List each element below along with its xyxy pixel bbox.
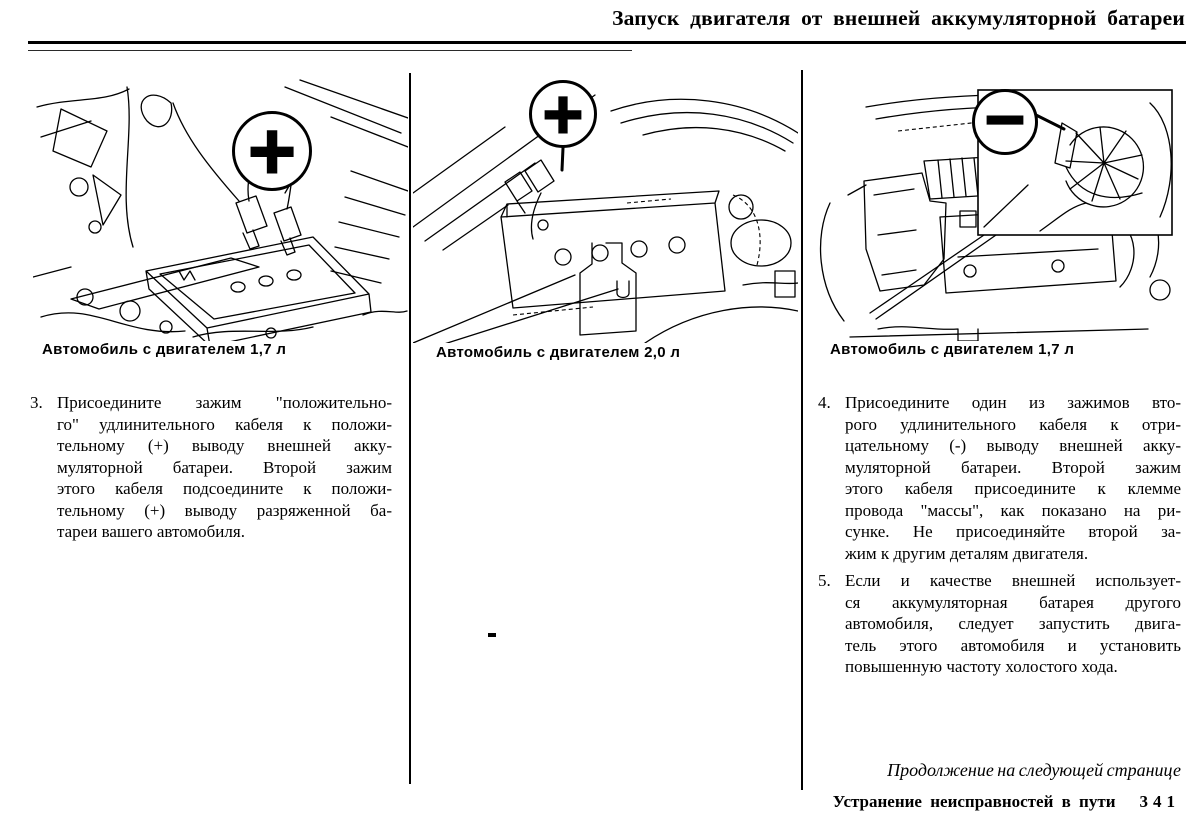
instruction-line: повышенную частоту холостого хода.: [845, 657, 1118, 676]
instruction-text: [845, 392, 1181, 564]
engine-illustration-1: [33, 75, 408, 341]
instruction-line: этого кабеля присоедините к клемме: [845, 479, 1181, 498]
instruction-item-3: [30, 392, 392, 543]
instruction-line: го" удлинительного кабеля к положи-: [57, 414, 392, 434]
instruction-line: тельному (+) выводу разряженной ба-: [57, 500, 392, 520]
continuation-note: Продолжение на следующей странице: [887, 760, 1181, 780]
instruction-line: рого удлинительного кабеля к отри-: [845, 414, 1181, 434]
instruction-line: провода "массы", как показано на ри-: [845, 500, 1181, 520]
figure-caption-1: Автомобиль с двигателем 1,7 л: [42, 341, 287, 358]
plus-icon: +: [529, 80, 597, 148]
instruction-text: [57, 392, 392, 543]
column-divider-left: [409, 73, 411, 784]
figure-caption-3: Автомобиль с двигателем 1,7 л: [830, 341, 1075, 358]
instruction-line: муляторной батареи. Второй зажим: [57, 457, 392, 477]
engine-illustration-3: [808, 85, 1192, 341]
instruction-line: цательному (-) выводу внешней акку-: [845, 436, 1181, 455]
instruction-line: Если и качестве внешней использует-: [845, 571, 1181, 590]
instruction-number: 5.: [818, 571, 831, 590]
column-divider-right: [801, 70, 803, 790]
instruction-item-4: [818, 392, 1181, 564]
engine-bay-drawing-2: [413, 75, 798, 343]
instruction-item-5: [818, 570, 1181, 678]
engine-illustration-2: [413, 75, 798, 343]
page-title: Запуск двигателя от внешней аккумуляторной батареи: [612, 6, 1185, 30]
header-rule-thin: [28, 50, 632, 51]
scan-artifact: [488, 633, 496, 637]
instruction-line: тельному (+) выводу внешней акку-: [57, 436, 392, 455]
footer-section-title: Устранение неисправностей в пути: [832, 792, 1116, 811]
instruction-line: сунке. Не присоединяйте второй за-: [845, 522, 1181, 541]
header-rule-thick: [28, 41, 1186, 44]
instruction-line: ся аккумуляторная батарея другого: [845, 592, 1181, 612]
instruction-line: тареи вашего автомобиля.: [57, 522, 245, 541]
page-number: 341: [1139, 792, 1180, 811]
instruction-line: этого кабеля подсоедините к положи-: [57, 479, 392, 498]
instruction-text: [845, 570, 1181, 678]
figure-caption-2: Автомобиль с двигателем 2,0 л: [436, 344, 681, 361]
instruction-line: Присоедините зажим "положительно-: [57, 393, 392, 412]
page-footer: [833, 792, 1180, 812]
instruction-number: 4.: [818, 393, 831, 412]
plus-icon: +: [232, 111, 312, 191]
instruction-line: тель этого автомобиля и установить: [845, 635, 1181, 655]
instruction-line: Присоедините один из зажимов вто-: [845, 393, 1181, 412]
minus-icon: −: [972, 89, 1038, 155]
instruction-line: муляторной батареи. Второй зажим: [845, 457, 1181, 477]
instruction-line: жим к другим деталям двигателя.: [845, 543, 1089, 563]
instruction-number: 3.: [30, 393, 43, 412]
instruction-line: автомобиля, следует запустить двига-: [845, 614, 1181, 633]
engine-bay-drawing-1: [33, 75, 408, 341]
